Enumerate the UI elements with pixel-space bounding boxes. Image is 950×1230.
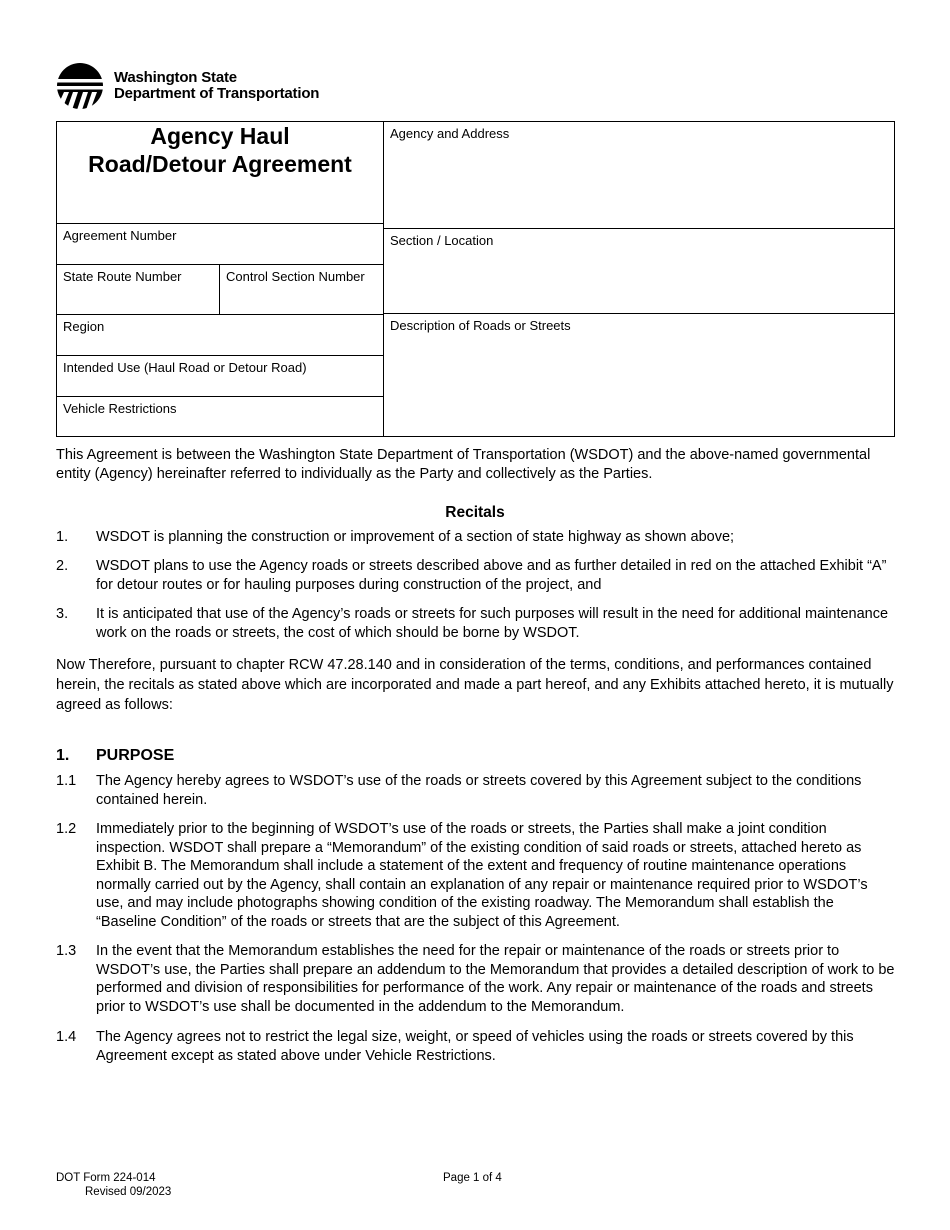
purpose-number: 1. [56,747,70,764]
footer-form-info [56,1171,171,1199]
purpose-item-text: Immediately prior to the beginning of WSDOT’s use of the roads or streets, the Parties shall make a joint condition inspection. WSDOT shall prepare a “Memorandum” of the existing condition of said roads or streets, attached hereto as Exhibit B. The Memorandum shall include a statement of the extent and frequency of routine maintenance operations normally carried out by the Agency, shall contain an explanation of any repair or maintenance required prior to WSDOT’s use, and may include photographs showing condition of the existing roadway. The Memorandum shall establish the “Baseline Condition” of the roads or streets that are the subject of this Agreement. [96,821,868,930]
purpose-item-number: 1.2 [56,821,77,837]
control-section-number-label: Control Section Number [226,269,365,284]
recital-item [56,605,896,642]
organization-name [114,70,319,102]
form-title [57,122,384,224]
purpose-item [56,942,896,1016]
form-number: DOT Form 224-014 [56,1172,156,1184]
org-line-1: Washington State [114,69,237,86]
section-location-field[interactable] [384,229,894,314]
recitals-heading: Recitals [445,504,505,521]
form-title-line-2: Road/Detour Agreement [88,151,352,177]
wsdot-logo-icon [56,62,104,110]
description-of-roads-label: Description of Roads or Streets [390,318,571,333]
intended-use-field[interactable] [57,356,384,397]
region-field[interactable] [57,315,384,356]
vehicle-restrictions-label: Vehicle Restrictions [63,401,177,416]
recital-text: It is anticipated that use of the Agency’s roads or streets for such purposes will result in the need for additional maintenance work on the roads or streets, the cost of which should be borne by WSDOT. [96,606,889,641]
agency-address-label: Agency and Address [390,126,510,141]
org-line-2: Department of Transportation [114,85,320,102]
recital-text: WSDOT is planning the construction or improvement of a section of state highway as shown above; [96,529,735,545]
state-route-number-label: State Route Number [63,269,182,284]
description-of-roads-field[interactable] [384,314,894,436]
form-title-line-1: Agency Haul [150,123,290,149]
agreement-header-form [56,121,895,437]
purpose-title: PURPOSE [96,747,175,764]
purpose-item-text: The Agency hereby agrees to WSDOT’s use of the roads or streets covered by this Agreement subject to the conditions contained herein. [96,773,862,808]
recital-item [56,528,896,547]
recital-number: 2. [56,558,69,574]
section-location-label: Section / Location [390,233,494,248]
purpose-item-number: 1.1 [56,773,77,789]
wsdot-logo [56,62,319,110]
intended-use-label: Intended Use (Haul Road or Detour Road) [63,360,307,375]
purpose-item-number: 1.4 [56,1029,77,1045]
purpose-item-number: 1.3 [56,943,77,959]
recital-number: 1. [56,529,69,545]
agreement-number-field[interactable] [57,224,384,265]
purpose-item [56,772,896,809]
region-label: Region [63,319,105,334]
control-section-number-field[interactable] [220,265,384,315]
recital-number: 3. [56,606,69,622]
purpose-item [56,1028,896,1065]
purpose-item [56,820,896,931]
purpose-item-text: In the event that the Memorandum establishes the need for the repair or maintenance of the roads or streets prior to WSDOT’s use, the Parties shall prepare an addendum to the Memorandum that provides a detailed description of work to be performed and division of responsibilities for performance of the work. Any repair or maintenance of the roads and streets prior to WSDOT’s use shall be documented in the addendum to the Memorandum. [96,943,895,1015]
purpose-item-text: The Agency agrees not to restrict the legal size, weight, or speed of vehicles using the roads or streets covered by this Agreement except as stated above under Vehicle Restrictions. [96,1029,854,1064]
purpose-heading [56,747,174,765]
recital-text: WSDOT plans to use the Agency roads or streets described above and as further detailed in red on the attached Exhibit “A” for detour routes or for hauling purposes during construction of the project, and [96,558,887,593]
recital-item [56,557,896,594]
agreement-number-label: Agreement Number [63,228,177,243]
intro-paragraph: This Agreement is between the Washington State Department of Transportation (WSDOT) and the above-named governmental entity (Agency) hereinafter referred to individually as the Party and collectively as the Parties. [56,447,871,482]
agency-address-field[interactable] [384,122,894,229]
state-route-number-field[interactable] [57,265,220,315]
vehicle-restrictions-field[interactable] [57,397,384,436]
page-number: Page 1 of 4 [443,1172,502,1184]
revised-date: Revised 09/2023 [85,1186,172,1198]
now-therefore-paragraph: Now Therefore, pursuant to chapter RCW 47.28.140 and in consideration of the terms, conditions, and performances contained herein, the recitals as stated above which are incorporated and made a part hereof, and any Exhibits attached hereto, it is mutually agreed as follows: [56,657,894,713]
